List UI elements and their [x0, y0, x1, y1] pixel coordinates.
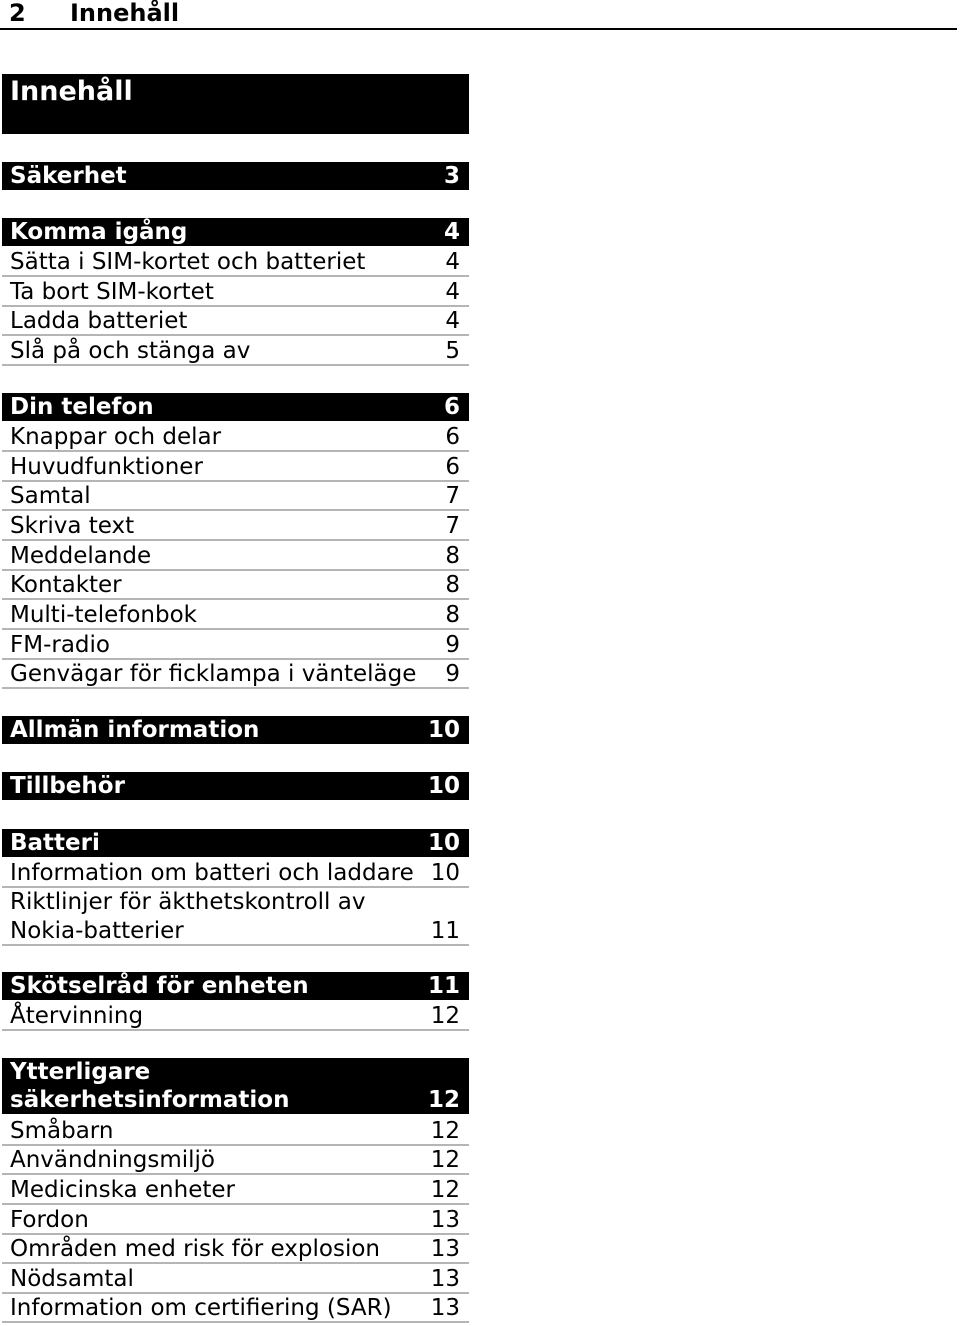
toc-entry[interactable]	[2, 601, 469, 630]
toc-entry-page: 13	[430, 1295, 460, 1321]
toc-section-title: Säkerhet	[10, 163, 127, 189]
toc-entry-page: 8	[445, 602, 460, 628]
toc-entry-label: Nödsamtal	[10, 1266, 134, 1292]
toc-section-tillbehor[interactable]	[2, 772, 469, 800]
toc-entry-label: Samtal	[10, 483, 91, 509]
toc-entry[interactable]	[2, 1176, 469, 1205]
toc-entry-page: 4	[445, 279, 460, 305]
toc-section-title: Ytterligare säkerhetsinformation	[10, 1059, 290, 1113]
toc-entry-page: 7	[445, 513, 460, 539]
toc-section-title: Din telefon	[10, 394, 154, 420]
toc-entry-label: Ta bort SIM-kortet	[10, 279, 214, 305]
toc-section-page: 10	[427, 830, 460, 856]
toc-entry-page: 13	[430, 1266, 460, 1292]
toc-entry[interactable]	[2, 512, 469, 541]
toc-section-title: Skötselråd för enheten	[10, 973, 309, 999]
toc-section-ytterligare-sakerhetsinformation[interactable]	[2, 1058, 469, 1114]
toc-section-title: Batteri	[10, 830, 100, 856]
toc-section-title: Tillbehör	[10, 773, 125, 799]
toc-entry-label: Fordon	[10, 1207, 89, 1233]
toc-entry-label: Ladda batteriet	[10, 308, 188, 334]
toc-entry-label: Återvinning	[10, 1003, 144, 1029]
toc-entry-label: Småbarn	[10, 1118, 114, 1144]
toc-entry-page: 10	[430, 860, 460, 886]
toc-entry-page: 7	[445, 483, 460, 509]
toc-entry-page: 9	[445, 632, 460, 658]
toc-entry-label: Riktlinjer för äkthetskontroll av Nokia-batterier	[10, 889, 366, 944]
toc-section-title: Allmän information	[10, 717, 260, 743]
toc-entry-page: 13	[430, 1207, 460, 1233]
toc-section-sakerhet[interactable]	[2, 162, 469, 190]
toc-entry-label: Information om batteri och laddare	[10, 860, 414, 886]
page-number: 2	[9, 0, 26, 27]
toc-section-title: Komma igång	[10, 219, 188, 245]
running-header-title: Innehåll	[70, 0, 180, 27]
toc-entry-page: 6	[445, 454, 460, 480]
toc-section-page: 11	[427, 973, 460, 999]
toc-entry-label: Multi-telefonbok	[10, 602, 197, 628]
toc-entry-label: Områden med risk för explosion	[10, 1236, 380, 1262]
toc-entry[interactable]	[2, 1265, 469, 1294]
toc-entry[interactable]	[2, 1117, 469, 1146]
toc-entry[interactable]	[2, 859, 469, 888]
toc-entry[interactable]	[2, 248, 469, 277]
toc-entry[interactable]	[2, 423, 469, 452]
toc-entry-label: Meddelande	[10, 543, 152, 569]
toc-entry[interactable]	[2, 631, 469, 660]
toc-entry[interactable]	[2, 453, 469, 482]
toc-entry-page: 12	[430, 1118, 460, 1144]
toc-entry-page: 8	[445, 543, 460, 569]
toc-entry[interactable]	[2, 278, 469, 307]
toc-entry[interactable]	[2, 337, 469, 366]
toc-section-komma-igang[interactable]	[2, 218, 469, 246]
toc-entry-label: Genvägar för ficklampa i vänteläge	[10, 661, 417, 687]
toc-entry[interactable]	[2, 888, 469, 946]
toc-entry-label: Skriva text	[10, 513, 135, 539]
toc-entry-page: 8	[445, 572, 460, 598]
toc-entry-label: Sätta i SIM-kortet och batteriet	[10, 249, 366, 275]
toc-entry-page: 13	[430, 1236, 460, 1262]
toc-section-batteri[interactable]	[2, 829, 469, 857]
toc-entry-label: FM-radio	[10, 632, 110, 658]
toc-entry[interactable]	[2, 571, 469, 600]
toc-entry-page: 5	[445, 338, 460, 364]
toc-entry[interactable]	[2, 1002, 469, 1031]
toc-section-page: 3	[443, 163, 460, 189]
toc-section-skotselrad[interactable]	[2, 972, 469, 1000]
toc-entry-page: 4	[445, 308, 460, 334]
toc-entry-page: 9	[445, 661, 460, 687]
running-header	[0, 0, 957, 30]
toc-section-page: 6	[443, 394, 460, 420]
toc-section-page: 10	[427, 717, 460, 743]
toc-entry-page: 4	[445, 249, 460, 275]
toc-entry-label: Medicinska enheter	[10, 1177, 235, 1203]
toc-entry-label: Information om certifiering (SAR)	[10, 1295, 392, 1321]
toc-title: Innehåll	[2, 74, 469, 134]
toc-section-allman-information[interactable]	[2, 716, 469, 744]
toc-entry[interactable]	[2, 660, 469, 689]
toc-section-din-telefon[interactable]	[2, 393, 469, 421]
toc-entry-label: Slå på och stänga av	[10, 338, 251, 364]
toc-entry-label: Knappar och delar	[10, 424, 222, 450]
toc-entry[interactable]	[2, 1235, 469, 1264]
toc-entry-page: 12	[430, 1147, 460, 1173]
toc-entry[interactable]	[2, 1294, 469, 1323]
toc-entry-label: Kontakter	[10, 572, 122, 598]
toc-entry[interactable]	[2, 542, 469, 571]
toc-entry[interactable]	[2, 1206, 469, 1235]
toc-section-page: 10	[427, 773, 460, 799]
toc-section-page: 4	[443, 219, 460, 245]
toc-entry-page: 11	[430, 918, 460, 944]
toc-entry[interactable]	[2, 307, 469, 336]
toc-entry-label: Användningsmiljö	[10, 1147, 215, 1173]
toc-entry-page: 6	[445, 424, 460, 450]
toc-entry-page: 12	[430, 1177, 460, 1203]
toc-entry-page: 12	[430, 1003, 460, 1029]
toc-entry-label: Huvudfunktioner	[10, 454, 203, 480]
toc-section-page: 12	[427, 1087, 460, 1113]
toc-entry[interactable]	[2, 1146, 469, 1175]
toc-entry[interactable]	[2, 482, 469, 511]
